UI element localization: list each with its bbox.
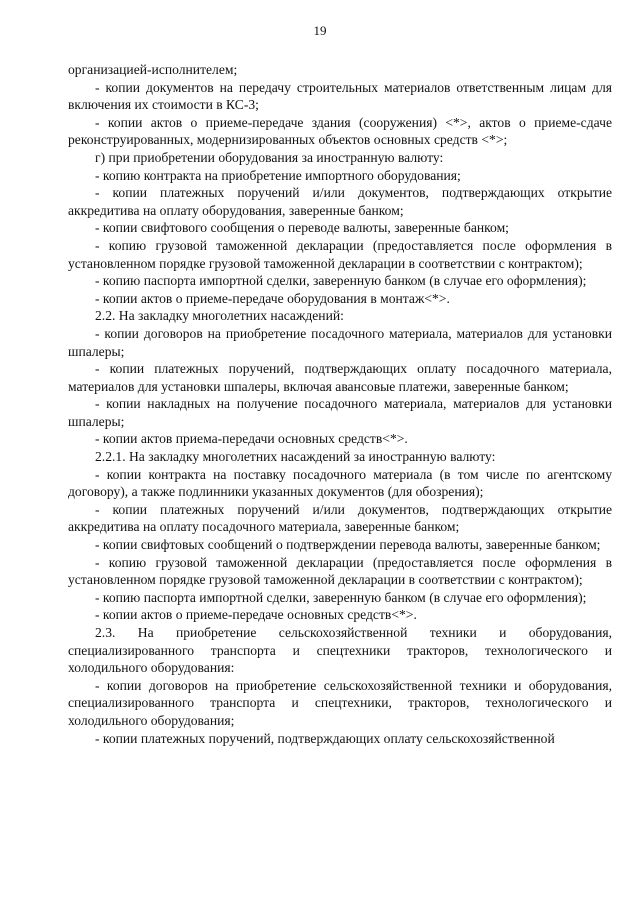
paragraph: - копии актов о приеме-передаче основных средств<*>. xyxy=(95,607,417,623)
paragraph: - копии договоров на приобретение сельскохозяйственной техники и оборудования, специализированного транспорта и спецтехники, тракторов, технологического и холодильного оборудования; xyxy=(68,677,612,728)
paragraph: 2.2. На закладку многолетних насаждений: xyxy=(95,308,344,324)
paragraph: - копию контракта на приобретение импортного оборудования; xyxy=(95,167,461,183)
paragraph: - копии документов на передачу строительных материалов ответственным лицам для включения их стоимости в КС-3; xyxy=(68,79,612,113)
paragraph: - копии платежных поручений, подтверждающих оплату сельскохозяйственной xyxy=(95,730,555,746)
paragraph: - копию грузовой таможенной декларации (предоставляется после оформления в установленном порядке грузовой таможенной декларации в соответствии с контрактом); xyxy=(68,554,612,588)
paragraph: 2.2.1. На закладку многолетних насаждений за иностранную валюту: xyxy=(95,449,496,465)
paragraph: организацией-исполнителем; xyxy=(68,62,238,77)
document-body xyxy=(68,61,612,747)
paragraph: - копии свифтовых сообщений о подтверждении перевода валюты, заверенные банком; xyxy=(95,537,601,553)
paragraph: - копии платежных поручений, подтверждающих оплату посадочного материала, материалов для установки шпалеры, включая авансовые платежи, заверенные банком; xyxy=(68,361,612,394)
paragraph: - копии свифтового сообщения о переводе валюты, заверенные банком; xyxy=(95,220,509,236)
paragraph: - копии контракта на поставку посадочного материала (в том числе по агентскому договору), а также подлинники указанных документов (для обозрения); xyxy=(68,466,612,500)
paragraph: 2.3. На приобретение сельскохозяйственной техники и оборудования, специализированного транспорта и спецтехники тракторов, технологического и холодильного оборудования: xyxy=(68,625,612,676)
paragraph: - копию паспорта импортной сделки, заверенную банком (в случае его оформления); xyxy=(95,589,587,605)
paragraph: - копии договоров на приобретение посадочного материала, материалов для установки шпалеры; xyxy=(68,325,612,359)
paragraph: - копии платежных поручений и/или документов, подтверждающих открытие аккредитива на оплату оборудования, заверенные банком; xyxy=(68,185,612,218)
paragraph: - копию паспорта импортной сделки, заверенную банком (в случае его оформления); xyxy=(95,273,587,289)
paragraph: г) при приобретении оборудования за иностранную валюту: xyxy=(95,149,444,165)
paragraph: - копии актов о приеме-передаче оборудования в монтаж<*>. xyxy=(95,290,450,306)
paragraph: - копию грузовой таможенной декларации (предоставляется после оформления в установленном порядке грузовой таможенной декларации в соответствии с контрактом); xyxy=(68,237,612,271)
paragraph: - копии актов о приеме-передаче здания (сооружения) <*>, актов о приеме-сдаче реконструированных, модернизированных объектов основных средств <*>; xyxy=(68,114,612,148)
page-number: 19 xyxy=(313,23,327,38)
paragraph: - копии накладных на получение посадочного материала, материалов для установки шпалеры; xyxy=(68,396,612,429)
paragraph: - копии платежных поручений и/или документов, подтверждающих открытие аккредитива на оплату посадочного материала, заверенные банком; xyxy=(68,501,612,535)
paragraph: - копии актов приема-передачи основных средств<*>. xyxy=(95,431,408,447)
